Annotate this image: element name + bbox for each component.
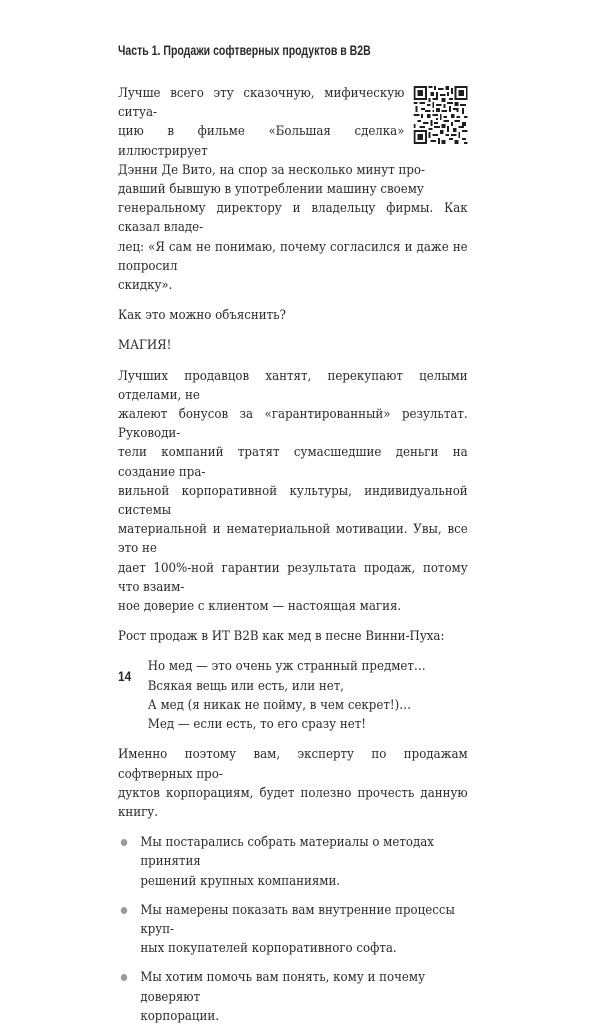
qr-code-icon [414, 86, 468, 144]
bullet-text: Мы постарались собрать материалы о методах принятия решений крупных компаниями. [140, 834, 434, 888]
paragraph-growth: Рост продаж в ИТ B2B как мед в песне Винни-Пуха: [118, 628, 445, 644]
bullet-dot-icon [121, 974, 128, 981]
bullet-list [118, 832, 468, 1025]
paragraph-magic: МАГИЯ! [118, 337, 172, 353]
poem-quote [148, 656, 468, 733]
bullet-item [118, 967, 468, 1025]
paragraph-expert: Именно поэтому вам, эксперту по продажам софтверных про- дуктов корпорациям, будет полезно прочесть данную книгу. [118, 746, 468, 819]
bullet-dot-icon [121, 839, 128, 846]
page-number: 14 [118, 668, 132, 684]
paragraph-intro: Лучше всего эту сказочную, мифическую ситуа- цию в фильме «Большая сделка» иллюстрирует Дэнни Де Вито, на спор за несколько минут про- давший бывшую в употреблении машину своему генеральному директору и владельцу фирмы. Как сказал владе- лец: «Я сам не понимаю, почему согласился и даже не попросил скидку». [118, 85, 468, 293]
poem-line: Но мед — это очень уж странный предмет… [147, 658, 426, 674]
running-head: Часть 1. Продажи софтверных продуктов в B2B [118, 43, 371, 58]
body-text [118, 83, 468, 1035]
poem-line: А мед (я никак не пойму, в чем секрет!)… [147, 696, 412, 712]
paragraph-sellers: Лучших продавцов хантят, перекупают целыми отделами, не жалеют бонусов за «гарантированный» результат. Руководи- тели компаний тратят сумасшедшие деньги на создание пра- вильной корпоративной культуры, индивидуальной системы материальной и нематериальной мотивации. Увы, все это не дает 100%-ной гарантии результата продаж, потому что взаим- ное доверие с клиентом — настоящая магия. [118, 367, 468, 614]
bullet-text: Мы хотим помочь вам понять, кому и почему доверяют корпорации. [140, 969, 426, 1023]
bullet-text: Мы намерены показать вам внутренние процессы круп- ных покупателей корпоративного софта. [140, 901, 455, 956]
poem-line: Мед — если есть, то его сразу нет! [147, 716, 366, 732]
paragraph-question: Как это можно объяснить? [118, 307, 286, 323]
bullet-dot-icon [121, 907, 128, 914]
bullet-item [118, 900, 468, 958]
poem-line: Всякая вещь или есть, или нет, [147, 677, 344, 693]
bullet-item [118, 832, 468, 890]
